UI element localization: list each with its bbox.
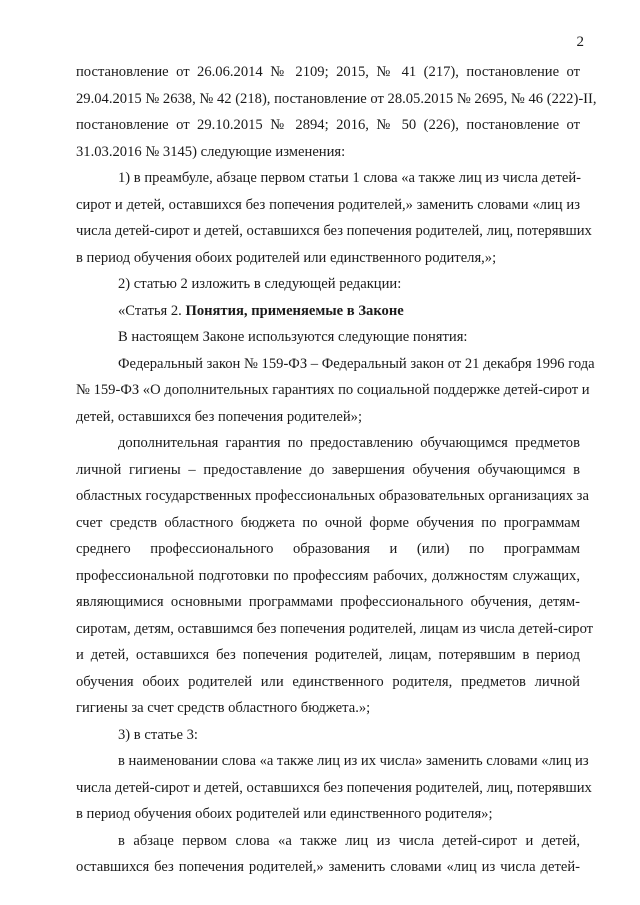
text-line: обучения обоих родителей или единственного родителя, предметов личной: [76, 673, 580, 690]
article-title: Понятия, применяемые в Законе: [185, 302, 404, 319]
text-line: гигиены за счет средств областного бюджета.»;: [76, 700, 371, 716]
article-heading-line: [76, 298, 580, 325]
text-line: в период обучения обоих родителей или единственного родителя»;: [76, 806, 493, 822]
text-line: в наименовании слова «а также лиц из их числа» заменить словами «лиц из: [118, 753, 589, 769]
text-line: Федеральный закон № 159-ФЗ – Федеральный закон от 21 декабря 1996 года: [118, 355, 595, 372]
text-line: детей, оставшихся без попечения родителей»;: [76, 408, 363, 425]
document-body: [76, 59, 597, 881]
text-line: 1) в преамбуле, абзаце первом статьи 1 слова «а также лиц из числа детей-: [118, 170, 582, 186]
text-line: № 159-ФЗ «О дополнительных гарантиях по социальной поддержке детей-сирот и: [76, 382, 590, 398]
text-line: 3) в статье 3:: [118, 726, 198, 743]
article-prefix: «Статья 2.: [118, 302, 186, 319]
page-number: 2: [576, 34, 584, 50]
text-line: счет средств областного бюджета по очной форме обучения по программам: [76, 514, 580, 531]
text-line: числа детей-сирот и детей, оставшихся без попечения родителей, лиц, потерявших: [76, 223, 592, 239]
text-line: оставшихся без попечения родителей,» заменить словами «лиц из числа детей-: [76, 859, 580, 875]
text-line: 29.04.2015 № 2638, № 42 (218), постановление от 28.05.2015 № 2695, № 46 (222)-II,: [76, 90, 597, 107]
text-line: постановление от 26.06.2014 № 2109; 2015, № 41 (217), постановление от: [76, 64, 580, 80]
text-line: профессиональной подготовки по профессиям рабочих, должностям служащих,: [76, 567, 580, 584]
text-line: постановление от 29.10.2015 № 2894; 2016, № 50 (226), постановление от: [76, 117, 580, 133]
text-line: сиротам, детям, оставшимся без попечения родителей, лицам из числа детей-сирот: [76, 620, 594, 637]
text-line: являющимися основными программами профессионального обучения, детям-: [76, 594, 580, 610]
text-line: числа детей-сирот и детей, оставшихся без попечения родителей, лиц, потерявших: [76, 779, 592, 796]
text-line: личной гигиены – предоставление до завершения обучения обучающимся в: [76, 461, 580, 478]
text-line: В настоящем Законе используются следующие понятия:: [118, 329, 468, 345]
text-line: 2) статью 2 изложить в следующей редакции:: [118, 276, 402, 292]
text-line: областных государственных профессиональных образовательных организациях за: [76, 488, 589, 504]
text-line: 31.03.2016 № 3145) следующие изменения:: [76, 143, 346, 160]
text-line: дополнительная гарантия по предоставлению обучающимся предметов: [118, 435, 580, 451]
text-line: в абзаце первом слова «а также лиц из числа детей-сирот и детей,: [118, 832, 580, 849]
text-line: среднего профессионального образования и (или) по программам: [76, 541, 580, 557]
text-line: и детей, оставшихся без попечения родителей, лицам, потерявшим в период: [76, 647, 580, 663]
text-line: сирот и детей, оставшихся без попечения родителей,» заменить словами «лиц из: [76, 196, 580, 213]
text-line: в период обучения обоих родителей или единственного родителя,»;: [76, 249, 497, 266]
